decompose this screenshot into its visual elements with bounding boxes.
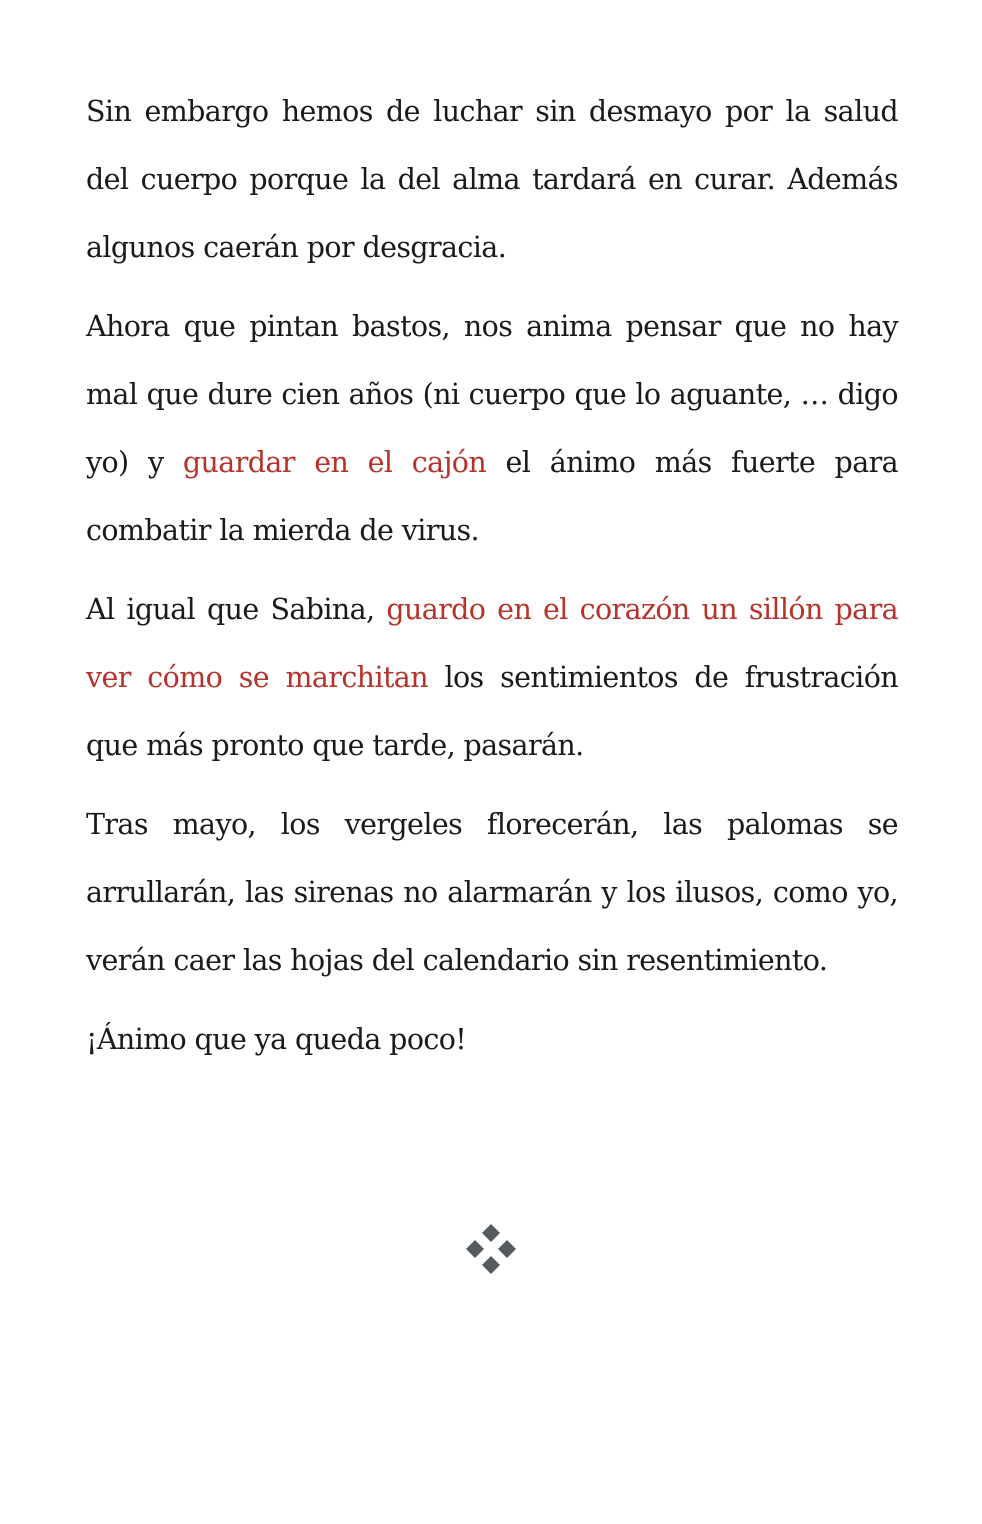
paragraph-5 xyxy=(86,1006,898,1074)
ornament-diamond-top xyxy=(482,1224,500,1242)
paragraph-2-text-b: el ánimo más fuerte para combatir la mierda de virus. xyxy=(86,446,899,547)
paragraph-3 xyxy=(86,576,898,780)
ornament-diamond-bottom xyxy=(482,1256,500,1274)
paragraph-2 xyxy=(86,293,898,565)
article-body xyxy=(86,78,898,1085)
paragraph-3-text-a: Al igual que Sabina, xyxy=(86,593,387,626)
ornament-shapes xyxy=(466,1224,516,1274)
highlight-guardar-en-el-cajon[interactable]: guardar en el cajón xyxy=(182,446,487,479)
four-diamonds-ornament-icon xyxy=(466,1224,516,1274)
ornament-diamond-right xyxy=(498,1240,516,1258)
paragraph-3-text-b: los sentimientos de frustración que más pronto que tarde, pasarán. xyxy=(86,661,899,762)
paragraph-4 xyxy=(86,791,898,995)
paragraph-5-text: ¡Ánimo que ya queda poco! xyxy=(86,1023,467,1056)
paragraph-2-text-a: Ahora que pintan bastos, nos anima pensar que no hay mal que dure cien años (ni cuerpo que lo aguante, … digo yo) y xyxy=(86,310,898,479)
ornament-diamond-left xyxy=(466,1240,484,1258)
paragraph-1-text: Sin embargo hemos de luchar sin desmayo por la salud del cuerpo porque la del alma tardará en curar. Además algunos caerán por desgracia. xyxy=(86,95,898,264)
highlight-guardo-en-el-corazon[interactable]: guardo en el corazón un sillón para ver cómo se marchitan xyxy=(86,593,898,694)
paragraph-4-text: Tras mayo, los vergeles florecerán, las palomas se arrullarán, las sirenas no alarmarán y los ilusos, como yo, verán caer las hojas del calendario sin resentimiento. xyxy=(86,808,898,977)
paragraph-1 xyxy=(86,78,898,282)
